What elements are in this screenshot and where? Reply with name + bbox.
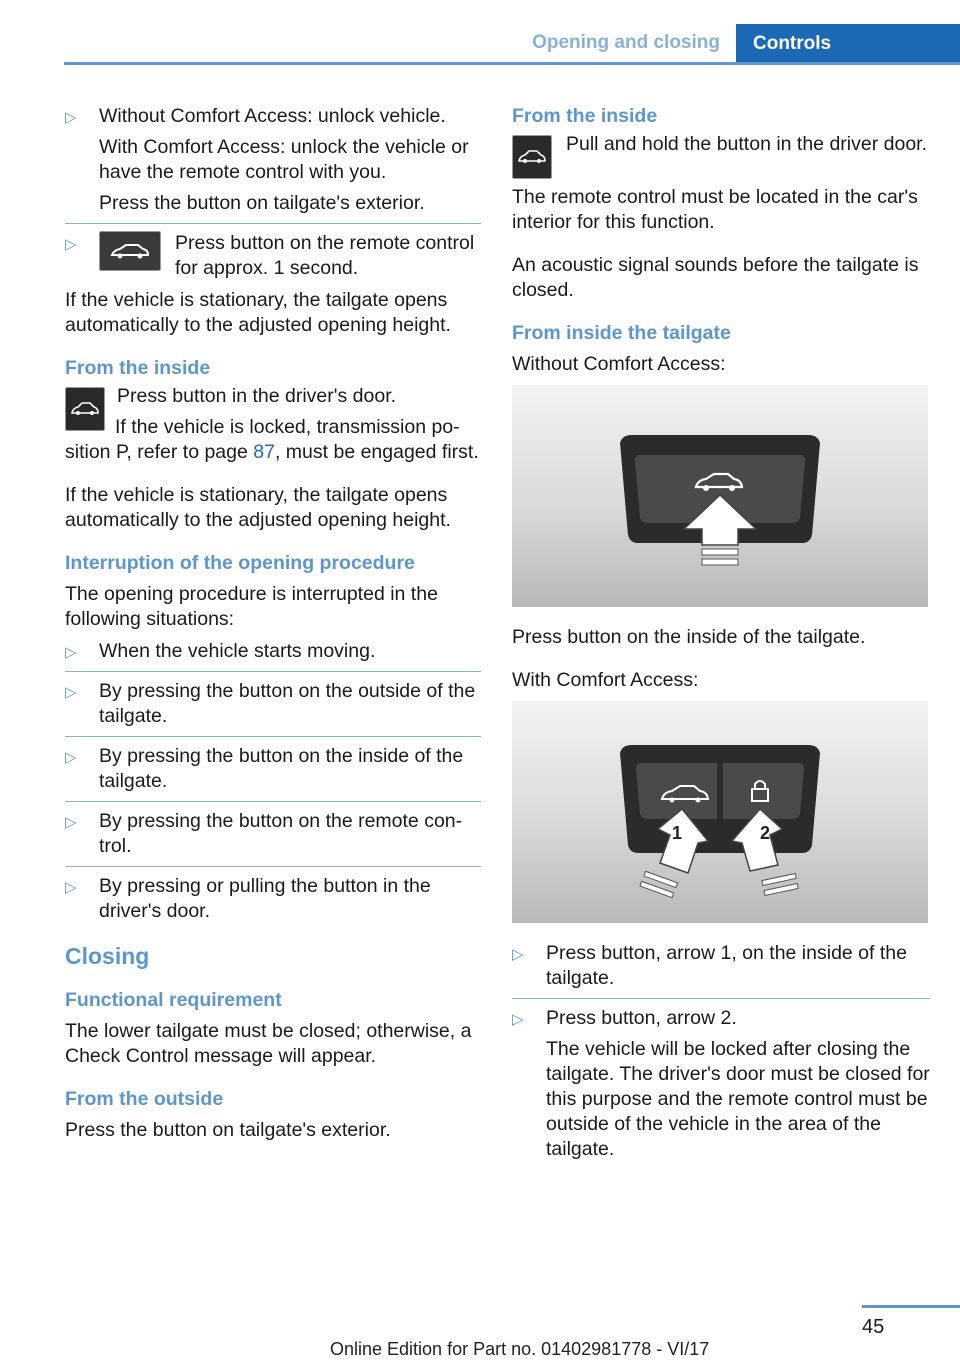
text-span: If the vehicle is locked, transmission position P, refer to page [65,416,460,463]
paragraph [65,415,481,465]
list-item [65,679,481,729]
tailgate-car-icon [65,387,105,431]
inside-instruction [512,135,930,179]
bullet-triangle-icon: ▷ [65,879,77,896]
remote-tailgate-button-icon [99,231,161,271]
section-title: Opening and closing [532,32,720,53]
section-heading: Closing [65,943,150,969]
paragraph: Pull and hold the button in the driver door. [566,133,927,155]
list-item-text: By pressing or pulling the button in the driver's door. [99,875,431,922]
list-item [512,941,930,991]
paragraph: With Comfort Access: [512,669,699,691]
list-divider [65,223,481,224]
bullet-triangle-icon: ▷ [512,1011,524,1028]
edition-note: Online Edition for Part no. 01402981778 - VI/17 [330,1339,710,1359]
paragraph: Without Comfort Access: [512,353,726,375]
list-divider [65,866,481,867]
page-header [64,24,960,65]
footer-rule [862,1305,960,1308]
bullet-triangle-icon: ▷ [65,644,77,661]
list-item-text: Without Comfort Access: unlock vehicle. [99,105,446,127]
chapter-tab[interactable]: Controls [736,24,960,62]
subheading: From the inside [512,105,658,127]
bullet-triangle-icon: ▷ [65,749,77,766]
list-item-text: Press button, arrow 2. [546,1007,737,1029]
tailgate-car-icon [512,135,552,179]
list-item-text: When the vehicle starts moving. [99,640,376,662]
paragraph: The remote control must be located in the car's interior for this function. [512,186,918,233]
paragraph: If the vehicle is stationary, the tailgate opens automatically to the adjusted opening height. [65,289,451,336]
list-item [65,874,481,924]
subheading: From inside the tailgate [512,322,731,344]
subheading: From the outside [65,1088,224,1110]
page-number: 45 [862,1316,885,1338]
right-column [512,104,930,1169]
list-item-subtext: The vehicle will be locked after closing the tailgate. The driver's door must be closed for this purpose and the remote control must be outside of the vehicle in the area of the tailgate. [546,1038,930,1160]
list-item [512,1006,930,1162]
list-item [65,104,481,216]
paragraph: Press button in the driver's door. [117,385,397,407]
list-divider [65,801,481,802]
list-item [65,809,481,859]
list-item [65,231,481,281]
subheading: Interruption of the opening procedure [65,552,415,574]
list-item-text: By pressing the button on the outside of the tailgate. [99,680,476,727]
image-caption: Press button on the inside of the tailgate. [512,626,866,648]
subheading: Functional requirement [65,989,282,1011]
list-divider [65,736,481,737]
bullet-triangle-icon: ▷ [65,814,77,831]
bullet-triangle-icon: ▷ [512,946,524,963]
list-item-subtext: With Comfort Access: unlock the vehicle or have the remote control with you. [99,136,469,183]
list-divider [512,998,930,999]
list-item-text: Press button, arrow 1, on the inside of the tailgate. [546,942,907,989]
arrow-2-label: 2 [760,823,771,843]
subheading: From the inside [65,357,211,379]
list-item-text: Press button on the remote control for approx. 1 second. [175,232,475,279]
page-link[interactable]: 87 [253,441,275,463]
comfort-access-buttons-photo [512,701,928,923]
bullet-triangle-icon: ▷ [65,236,77,253]
paragraph: The lower tailgate must be closed; otherwise, a Check Control message will appear. [65,1020,472,1067]
text-span: , must be engaged first. [274,441,479,463]
bullet-triangle-icon: ▷ [65,109,77,126]
paragraph: An acoustic signal sounds before the tailgate is closed. [512,254,919,301]
tailgate-button-photo [512,385,928,607]
left-column [65,104,481,1150]
paragraph: The opening procedure is interrupted in the following situations: [65,583,438,630]
bullet-triangle-icon: ▷ [65,684,77,701]
arrow-1-label: 1 [672,823,683,843]
list-item-text: By pressing the button on the inside of the tailgate. [99,745,464,792]
list-item [65,639,481,664]
list-item-text: By pressing the button on the remote control. [99,810,463,857]
paragraph: Press the button on tailgate's exterior. [65,1119,391,1141]
list-divider [65,671,481,672]
paragraph: If the vehicle is stationary, the tailgate opens automatically to the adjusted opening height. [65,484,451,531]
list-item [65,744,481,794]
list-item-subtext: Press the button on tailgate's exterior. [99,192,425,214]
